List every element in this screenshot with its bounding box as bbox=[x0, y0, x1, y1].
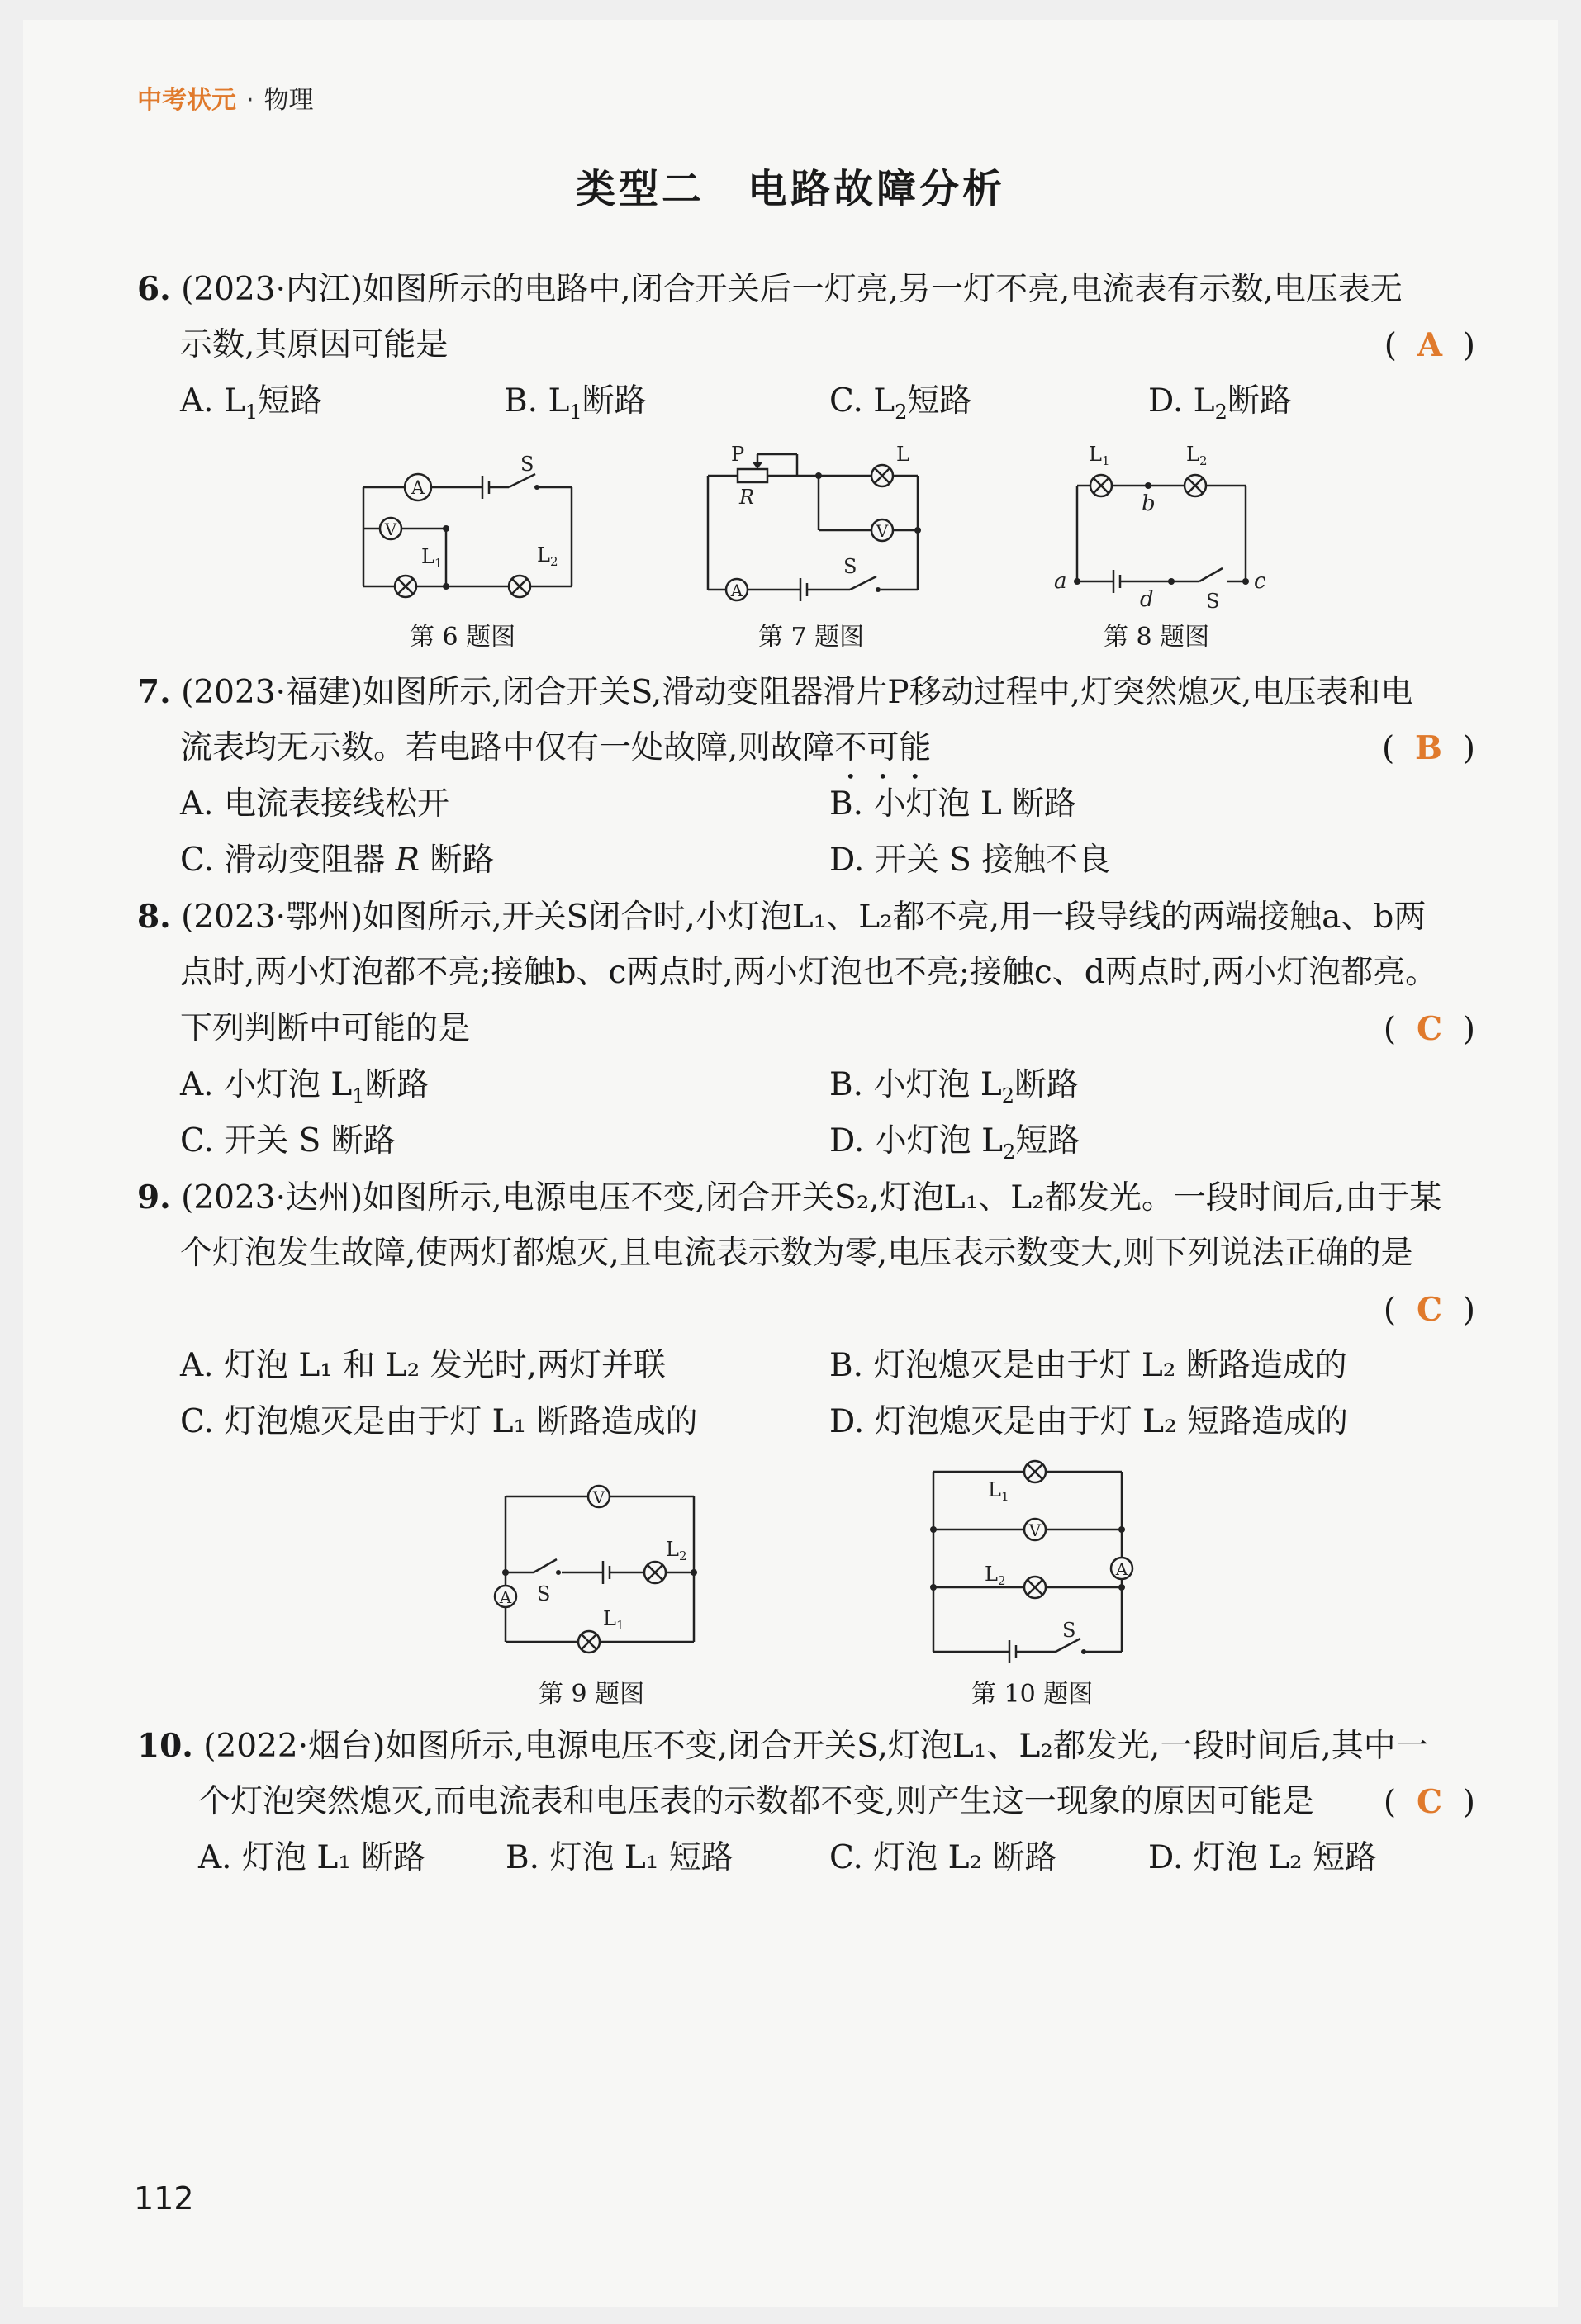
answer-letter: A bbox=[1417, 326, 1442, 364]
point-c-label: c bbox=[1254, 569, 1266, 594]
switch-label: S bbox=[1062, 1619, 1076, 1642]
page-number: 112 bbox=[134, 2180, 194, 2217]
lamp-l1-label: $L_1$ bbox=[421, 545, 443, 571]
voltmeter-symbol: V bbox=[384, 519, 397, 539]
brand-logo: 中考状元 bbox=[137, 86, 236, 115]
figure-7-caption: 第 7 题图 bbox=[758, 623, 865, 652]
lamp-l2-label: $L_2$ bbox=[1186, 443, 1208, 468]
switch-label: S bbox=[843, 555, 857, 578]
option-10a: A. 灯泡 L₁ 断路 bbox=[198, 1839, 426, 1876]
figure-10-circuit bbox=[915, 1454, 1163, 1668]
question-number: 7. bbox=[137, 673, 171, 711]
option-8d: D. 小灯泡 $L_2$短路 bbox=[829, 1122, 1080, 1164]
resistor-label: R bbox=[739, 486, 755, 509]
lamp-label: L bbox=[896, 443, 909, 466]
switch-label: S bbox=[520, 453, 534, 476]
option-7c: C. 滑动变阻器 R 断路 bbox=[180, 842, 495, 879]
section-title: 类型二 电路故障分析 bbox=[575, 166, 1005, 212]
switch-label: S bbox=[1206, 590, 1220, 609]
ammeter-symbol: A bbox=[499, 1587, 512, 1607]
option-7b: B. 小灯泡 L 断路 bbox=[829, 785, 1077, 823]
question-10-line1 bbox=[137, 1718, 1428, 1775]
option-10b: B. 灯泡 L₁ 短路 bbox=[506, 1839, 734, 1876]
option-6c: C. $L_2$短路 bbox=[829, 382, 972, 424]
lamp-l1-label: $L_1$ bbox=[988, 1478, 1009, 1504]
question-6-line1 bbox=[137, 261, 1403, 318]
option-10c: C. 灯泡 L₂ 断路 bbox=[829, 1839, 1057, 1876]
question-7-line1 bbox=[137, 664, 1412, 721]
question-text: (2022·烟台)如图所示,电源电压不变,闭合开关S,灯泡L₁、L₂都发光,一段时间后,其中一 bbox=[203, 1728, 1428, 1765]
question-number: 9. bbox=[137, 1179, 171, 1217]
question-number: 6. bbox=[137, 270, 171, 308]
figure-10-caption: 第 10 题图 bbox=[971, 1680, 1094, 1709]
question-number: 8. bbox=[137, 898, 171, 936]
answer-9: ( C ) bbox=[1383, 1291, 1475, 1329]
voltmeter-symbol: V bbox=[876, 521, 889, 541]
option-8a: A. 小灯泡 $L_1$断路 bbox=[180, 1066, 430, 1107]
answer-letter: C bbox=[1416, 1010, 1442, 1048]
question-text: (2023·鄂州)如图所示,开关S闭合时,小灯泡L₁、L₂都不亮,用一段导线的两端接触a、b两 bbox=[181, 899, 1427, 936]
option-7a: A. 电流表接线松开 bbox=[180, 785, 449, 823]
figure-8-caption: 第 8 题图 bbox=[1104, 623, 1210, 652]
lamp-l2-label: $L_2$ bbox=[985, 1563, 1006, 1588]
question-text: (2023·福建)如图所示,闭合开关S,滑动变阻器滑片P移动过程中,灯突然熄灭,电压表和电 bbox=[181, 674, 1413, 711]
option-6a: A. $L_1$短路 bbox=[180, 382, 323, 424]
lamp-l2-label: $L_2$ bbox=[537, 543, 558, 569]
answer-letter: B bbox=[1415, 729, 1442, 767]
answer-8: ( C ) bbox=[1383, 1010, 1475, 1048]
answer-7: ( B ) bbox=[1382, 729, 1475, 767]
question-8-line1 bbox=[137, 889, 1426, 946]
question-6-line2: 示数,其原因可能是 bbox=[180, 326, 449, 363]
option-6d: D. $L_2$断路 bbox=[1148, 382, 1292, 424]
answer-6: ( A ) bbox=[1384, 326, 1475, 364]
question-9-line1 bbox=[137, 1169, 1441, 1226]
figure-9-circuit bbox=[479, 1470, 710, 1660]
emphasis-text: 不可能 bbox=[834, 729, 932, 766]
figure-8-circuit bbox=[1047, 436, 1287, 609]
option-10d: D. 灯泡 L₂ 短路 bbox=[1148, 1839, 1377, 1876]
ammeter-symbol: A bbox=[1115, 1559, 1128, 1579]
figure-9-caption: 第 9 题图 bbox=[539, 1680, 645, 1709]
figure-7-circuit bbox=[698, 438, 946, 611]
answer-letter: C bbox=[1416, 1783, 1442, 1821]
option-9d: D. 灯泡熄灭是由于灯 L₂ 短路造成的 bbox=[829, 1403, 1348, 1440]
question-text: (2023·达州)如图所示,电源电压不变,闭合开关S₂,灯泡L₁、L₂都发光。一段时间后,由于某 bbox=[181, 1179, 1442, 1217]
figure-6-caption: 第 6 题图 bbox=[410, 623, 516, 652]
question-7-line2: 流表均无示数。若电路中仅有一处故障,则故障不可能 bbox=[180, 729, 932, 766]
point-b-label: b bbox=[1142, 491, 1156, 516]
option-7d: D. 开关 S 接触不良 bbox=[829, 842, 1111, 879]
option-9c: C. 灯泡熄灭是由于灯 L₁ 断路造成的 bbox=[180, 1403, 698, 1440]
ammeter-symbol: A bbox=[730, 581, 743, 600]
option-9b: B. 灯泡熄灭是由于灯 L₂ 断路造成的 bbox=[829, 1347, 1347, 1384]
answer-10: ( C ) bbox=[1383, 1783, 1475, 1821]
question-8-line2: 点时,两小灯泡都不亮;接触b、c两点时,两小灯泡也不亮;接触c、d两点时,两小灯泡都亮。 bbox=[180, 954, 1438, 991]
subject-label: 物理 bbox=[264, 86, 314, 115]
option-9a: A. 灯泡 L₁ 和 L₂ 发光时,两灯并联 bbox=[180, 1347, 667, 1384]
option-8c: C. 开关 S 断路 bbox=[180, 1122, 396, 1160]
header-separator: · bbox=[246, 86, 254, 115]
lamp-l2-label: $L_2$ bbox=[666, 1538, 687, 1563]
question-8-line3: 下列判断中可能的是 bbox=[180, 1010, 471, 1047]
question-number: 10. bbox=[137, 1727, 193, 1765]
point-a-label: a bbox=[1054, 569, 1067, 594]
question-text: (2023·内江)如图所示的电路中,闭合开关后一灯亮,另一灯不亮,电流表有示数,电压表无 bbox=[181, 271, 1403, 308]
figure-6-circuit bbox=[347, 446, 595, 611]
option-6b: B. $L_1$断路 bbox=[504, 382, 647, 424]
lamp-l1-label: $L_1$ bbox=[603, 1607, 624, 1633]
question-9-line2: 个灯泡发生故障,使两灯都熄灭,且电流表示数为零,电压表示数变大,则下列说法正确的是 bbox=[180, 1235, 1413, 1272]
slider-label: P bbox=[731, 443, 745, 466]
question-10-line2: 个灯泡突然熄灭,而电流表和电压表的示数都不变,则产生这一现象的原因可能是 bbox=[198, 1783, 1314, 1820]
option-8b: B. 小灯泡 $L_2$断路 bbox=[829, 1066, 1080, 1107]
lamp-l1-label: $L_1$ bbox=[1089, 443, 1110, 468]
point-d-label: d bbox=[1140, 587, 1154, 609]
voltmeter-symbol: V bbox=[1028, 1520, 1042, 1540]
header bbox=[137, 79, 314, 116]
ammeter-symbol: A bbox=[411, 478, 425, 499]
switch-label: S bbox=[537, 1582, 551, 1605]
voltmeter-symbol: V bbox=[592, 1487, 605, 1507]
answer-letter: C bbox=[1416, 1291, 1442, 1329]
